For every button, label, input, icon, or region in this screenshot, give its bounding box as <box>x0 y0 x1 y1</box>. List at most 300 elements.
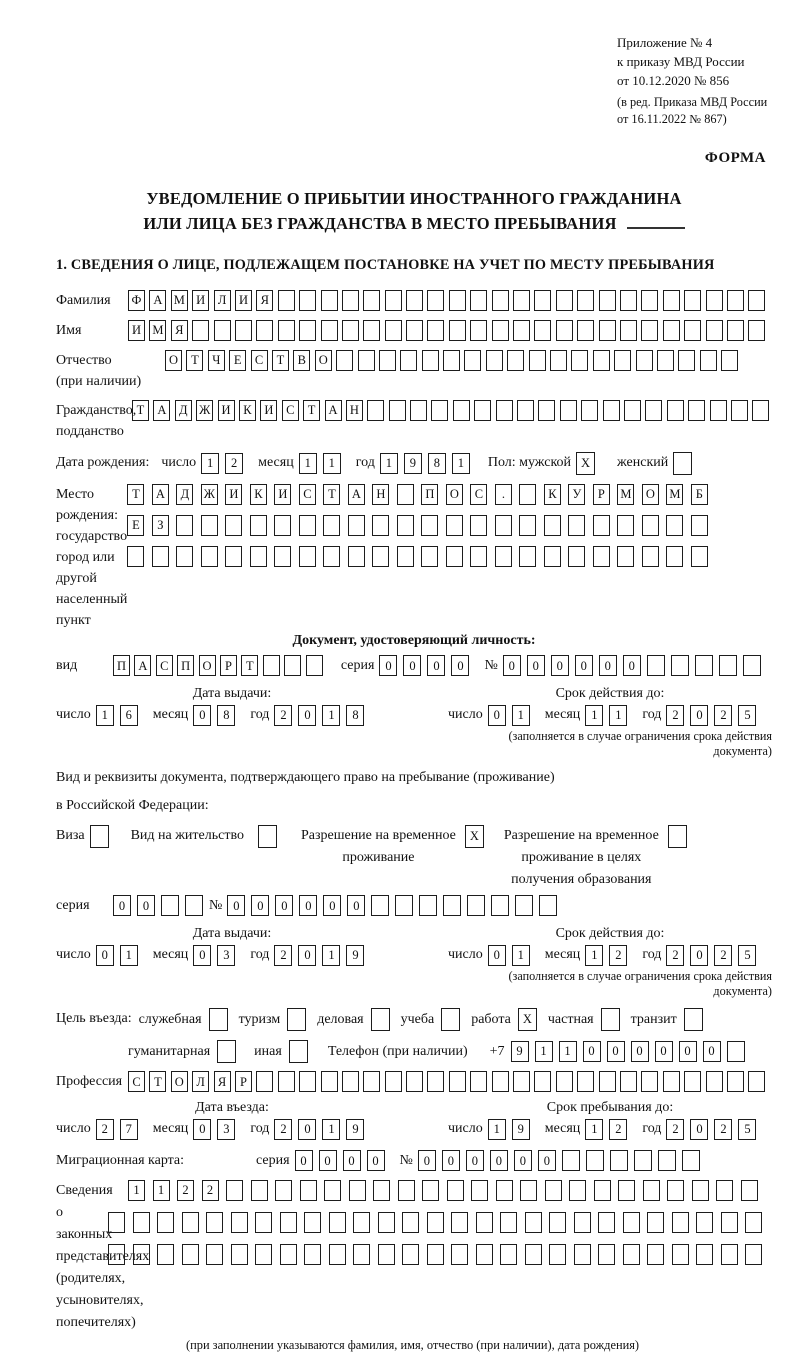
patronymic-cell[interactable] <box>336 350 353 371</box>
surname-cell[interactable] <box>363 290 380 311</box>
birth-place-cell[interactable] <box>519 546 536 567</box>
migration-number-cell[interactable] <box>682 1150 700 1171</box>
representative-cell[interactable] <box>618 1180 635 1201</box>
birth-place-cell[interactable] <box>446 515 463 536</box>
citizenship-cell[interactable] <box>645 400 662 421</box>
migration-number-cell[interactable] <box>658 1150 676 1171</box>
identity-issue-year-cell[interactable]: 8 <box>346 705 364 726</box>
birth-place-cell[interactable]: Р <box>593 484 610 505</box>
profession-cell[interactable] <box>470 1071 487 1092</box>
representative-cell[interactable] <box>427 1244 444 1265</box>
birth-place-cell[interactable] <box>299 515 316 536</box>
patronymic-cell[interactable] <box>443 350 460 371</box>
birth-year-cell[interactable]: 9 <box>404 453 422 474</box>
birth-year-cell[interactable]: 1 <box>452 453 470 474</box>
given-name-cell[interactable] <box>385 320 402 341</box>
phone-digit-cell[interactable]: 0 <box>583 1041 601 1062</box>
representative-cell[interactable] <box>422 1180 439 1201</box>
birth-place-cell[interactable]: С <box>299 484 316 505</box>
birth-place-cell[interactable]: Н <box>372 484 389 505</box>
birth-place-cell[interactable] <box>495 546 512 567</box>
patronymic-cell[interactable] <box>636 350 653 371</box>
migration-series-cell[interactable]: 0 <box>367 1150 385 1171</box>
profession-cell[interactable] <box>406 1071 423 1092</box>
identity-kind-cell[interactable]: П <box>113 655 130 676</box>
patronymic-cell[interactable] <box>721 350 738 371</box>
representative-cell[interactable] <box>329 1212 346 1233</box>
profession-cell[interactable] <box>620 1071 637 1092</box>
given-name-cell[interactable] <box>256 320 273 341</box>
representative-cell[interactable] <box>647 1244 664 1265</box>
representative-cell[interactable] <box>721 1212 738 1233</box>
given-name-cell[interactable] <box>363 320 380 341</box>
patronymic-cell[interactable] <box>464 350 481 371</box>
patronymic-cell[interactable] <box>550 350 567 371</box>
phone-digit-cell[interactable]: 0 <box>631 1041 649 1062</box>
residence-number-cell[interactable] <box>467 895 485 916</box>
phone-digit-cell[interactable]: 0 <box>703 1041 721 1062</box>
identity-expiry-month-cell[interactable]: 1 <box>609 705 627 726</box>
citizenship-cell[interactable]: Н <box>346 400 363 421</box>
patronymic-cell[interactable]: Т <box>186 350 203 371</box>
given-name-cell[interactable] <box>641 320 658 341</box>
birth-place-cell[interactable] <box>691 515 708 536</box>
representative-cell[interactable] <box>275 1180 292 1201</box>
representative-cell[interactable] <box>549 1244 566 1265</box>
profession-cell[interactable] <box>363 1071 380 1092</box>
phone-digit-cell[interactable]: 0 <box>679 1041 697 1062</box>
citizenship-cell[interactable] <box>389 400 406 421</box>
gender-female-cell[interactable] <box>673 452 692 475</box>
birth-place-cell[interactable]: У <box>568 484 585 505</box>
birth-place-cell[interactable]: И <box>225 484 242 505</box>
patronymic-cell[interactable]: О <box>315 350 332 371</box>
surname-cell[interactable] <box>599 290 616 311</box>
phone-digit-cell[interactable]: 0 <box>607 1041 625 1062</box>
birth-month-cell[interactable]: 1 <box>323 453 341 474</box>
residence-series-cell[interactable] <box>185 895 203 916</box>
birth-place-cell[interactable] <box>250 546 267 567</box>
identity-kind-cell[interactable] <box>306 655 323 676</box>
patronymic-cell[interactable] <box>400 350 417 371</box>
residence-series-cell[interactable]: 0 <box>137 895 155 916</box>
birth-place-cell[interactable] <box>446 546 463 567</box>
patronymic-cell[interactable] <box>678 350 695 371</box>
birth-place-cell[interactable] <box>666 515 683 536</box>
residence-number-cell[interactable] <box>395 895 413 916</box>
birth-place-cell[interactable] <box>421 515 438 536</box>
representative-cell[interactable] <box>451 1244 468 1265</box>
purpose-private-cell[interactable] <box>601 1008 620 1031</box>
given-name-cell[interactable] <box>748 320 765 341</box>
patronymic-cell[interactable]: С <box>251 350 268 371</box>
identity-number-cell[interactable] <box>647 655 665 676</box>
citizenship-cell[interactable] <box>517 400 534 421</box>
identity-issue-month-cell[interactable]: 8 <box>217 705 235 726</box>
surname-cell[interactable] <box>684 290 701 311</box>
birth-place-cell[interactable]: Т <box>323 484 340 505</box>
surname-cell[interactable]: И <box>235 290 252 311</box>
representative-cell[interactable] <box>373 1180 390 1201</box>
representative-cell[interactable] <box>108 1244 125 1265</box>
representative-cell[interactable] <box>451 1212 468 1233</box>
surname-cell[interactable] <box>299 290 316 311</box>
surname-cell[interactable]: Я <box>256 290 273 311</box>
patronymic-cell[interactable]: О <box>165 350 182 371</box>
citizenship-cell[interactable]: Т <box>303 400 320 421</box>
citizenship-cell[interactable] <box>367 400 384 421</box>
patronymic-cell[interactable]: Е <box>229 350 246 371</box>
given-name-cell[interactable] <box>299 320 316 341</box>
citizenship-cell[interactable]: И <box>218 400 235 421</box>
given-name-cell[interactable] <box>470 320 487 341</box>
entry-year-cell[interactable]: 0 <box>298 1119 316 1140</box>
citizenship-cell[interactable] <box>410 400 427 421</box>
given-name-cell[interactable] <box>706 320 723 341</box>
residence-number-cell[interactable] <box>515 895 533 916</box>
migration-number-cell[interactable]: 0 <box>442 1150 460 1171</box>
birth-place-cell[interactable]: К <box>544 484 561 505</box>
given-name-cell[interactable] <box>235 320 252 341</box>
residence-expiry-year-cell[interactable]: 0 <box>690 945 708 966</box>
phone-digit-cell[interactable] <box>727 1041 745 1062</box>
citizenship-cell[interactable]: А <box>153 400 170 421</box>
surname-cell[interactable] <box>513 290 530 311</box>
representative-cell[interactable] <box>623 1212 640 1233</box>
purpose-official-cell[interactable] <box>209 1008 228 1031</box>
birth-place-cell[interactable]: А <box>348 484 365 505</box>
patronymic-cell[interactable] <box>571 350 588 371</box>
identity-number-cell[interactable] <box>719 655 737 676</box>
representative-cell[interactable]: 1 <box>128 1180 145 1201</box>
given-name-cell[interactable] <box>599 320 616 341</box>
birth-place-cell[interactable] <box>176 515 193 536</box>
representative-cell[interactable] <box>251 1180 268 1201</box>
stay-year-cell[interactable]: 0 <box>690 1119 708 1140</box>
surname-cell[interactable]: Л <box>214 290 231 311</box>
entry-year-cell[interactable]: 2 <box>274 1119 292 1140</box>
given-name-cell[interactable] <box>406 320 423 341</box>
surname-cell[interactable] <box>534 290 551 311</box>
phone-digit-cell[interactable]: 1 <box>535 1041 553 1062</box>
visa-cell[interactable] <box>90 825 109 848</box>
purpose-work-cell[interactable]: X <box>518 1008 537 1031</box>
birth-place-cell[interactable] <box>470 546 487 567</box>
given-name-cell[interactable] <box>492 320 509 341</box>
birth-place-cell[interactable] <box>348 515 365 536</box>
birth-place-cell[interactable] <box>397 546 414 567</box>
representative-cell[interactable] <box>157 1244 174 1265</box>
migration-number-cell[interactable]: 0 <box>514 1150 532 1171</box>
phone-digit-cell[interactable]: 0 <box>655 1041 673 1062</box>
patronymic-cell[interactable] <box>486 350 503 371</box>
representative-cell[interactable] <box>594 1180 611 1201</box>
residence-expiry-year-cell[interactable]: 5 <box>738 945 756 966</box>
purpose-business-cell[interactable] <box>371 1008 390 1031</box>
birth-place-cell[interactable] <box>495 515 512 536</box>
given-name-cell[interactable] <box>214 320 231 341</box>
identity-series-cell[interactable]: 0 <box>379 655 397 676</box>
citizenship-cell[interactable] <box>731 400 748 421</box>
representative-cell[interactable]: 2 <box>202 1180 219 1201</box>
representative-cell[interactable] <box>574 1212 591 1233</box>
identity-kind-cell[interactable]: Р <box>220 655 237 676</box>
patronymic-cell[interactable] <box>593 350 610 371</box>
birth-place-cell[interactable] <box>593 546 610 567</box>
citizenship-cell[interactable]: И <box>260 400 277 421</box>
surname-cell[interactable] <box>577 290 594 311</box>
birth-place-cell[interactable] <box>201 515 218 536</box>
profession-cell[interactable] <box>577 1071 594 1092</box>
representative-cell[interactable] <box>324 1180 341 1201</box>
representative-cell[interactable] <box>745 1212 762 1233</box>
entry-month-cell[interactable]: 3 <box>217 1119 235 1140</box>
representative-cell[interactable] <box>300 1180 317 1201</box>
birth-place-cell[interactable] <box>250 515 267 536</box>
given-name-cell[interactable]: И <box>128 320 145 341</box>
surname-cell[interactable] <box>663 290 680 311</box>
representative-cell[interactable] <box>304 1212 321 1233</box>
representative-cell[interactable] <box>427 1212 444 1233</box>
birth-place-cell[interactable] <box>127 546 144 567</box>
purpose-study-cell[interactable] <box>441 1008 460 1031</box>
identity-expiry-year-cell[interactable]: 0 <box>690 705 708 726</box>
profession-cell[interactable] <box>663 1071 680 1092</box>
migration-series-cell[interactable]: 0 <box>295 1150 313 1171</box>
residence-issue-year-cell[interactable]: 9 <box>346 945 364 966</box>
representative-cell[interactable] <box>402 1212 419 1233</box>
representative-cell[interactable] <box>133 1244 150 1265</box>
birth-day-cell[interactable]: 1 <box>201 453 219 474</box>
representative-cell[interactable] <box>716 1180 733 1201</box>
residence-number-cell[interactable] <box>491 895 509 916</box>
citizenship-cell[interactable] <box>710 400 727 421</box>
profession-cell[interactable] <box>556 1071 573 1092</box>
citizenship-cell[interactable] <box>752 400 769 421</box>
identity-number-cell[interactable]: 0 <box>527 655 545 676</box>
residence-issue-month-cell[interactable]: 0 <box>193 945 211 966</box>
identity-expiry-day-cell[interactable]: 0 <box>488 705 506 726</box>
entry-year-cell[interactable]: 1 <box>322 1119 340 1140</box>
residence-number-cell[interactable]: 0 <box>347 895 365 916</box>
stay-year-cell[interactable]: 5 <box>738 1119 756 1140</box>
representative-cell[interactable] <box>647 1212 664 1233</box>
birth-place-cell[interactable] <box>544 515 561 536</box>
migration-number-cell[interactable]: 0 <box>490 1150 508 1171</box>
representative-cell[interactable] <box>476 1244 493 1265</box>
migration-number-cell[interactable] <box>634 1150 652 1171</box>
purpose-tourism-cell[interactable] <box>287 1008 306 1031</box>
birth-place-cell[interactable] <box>225 515 242 536</box>
entry-year-cell[interactable]: 9 <box>346 1119 364 1140</box>
representative-cell[interactable] <box>157 1212 174 1233</box>
representative-cell[interactable] <box>378 1244 395 1265</box>
profession-cell[interactable] <box>449 1071 466 1092</box>
stay-month-cell[interactable]: 1 <box>585 1119 603 1140</box>
residence-issue-day-cell[interactable]: 1 <box>120 945 138 966</box>
identity-kind-cell[interactable]: Т <box>241 655 258 676</box>
representative-cell[interactable] <box>574 1244 591 1265</box>
citizenship-cell[interactable] <box>624 400 641 421</box>
birth-month-cell[interactable]: 1 <box>299 453 317 474</box>
gender-male-cell[interactable]: X <box>576 452 595 475</box>
residence-issue-month-cell[interactable]: 3 <box>217 945 235 966</box>
representative-cell[interactable] <box>525 1212 542 1233</box>
citizenship-cell[interactable]: К <box>239 400 256 421</box>
migration-number-cell[interactable] <box>610 1150 628 1171</box>
representative-cell[interactable] <box>353 1212 370 1233</box>
birth-place-cell[interactable]: Б <box>691 484 708 505</box>
profession-cell[interactable] <box>684 1071 701 1092</box>
residence-number-cell[interactable] <box>419 895 437 916</box>
identity-expiry-year-cell[interactable]: 5 <box>738 705 756 726</box>
stay-year-cell[interactable]: 2 <box>666 1119 684 1140</box>
representative-cell[interactable] <box>471 1180 488 1201</box>
representative-cell[interactable] <box>226 1180 243 1201</box>
birth-place-cell[interactable]: И <box>274 484 291 505</box>
residence-number-cell[interactable]: 0 <box>275 895 293 916</box>
birth-place-cell[interactable]: К <box>250 484 267 505</box>
profession-cell[interactable]: О <box>171 1071 188 1092</box>
surname-cell[interactable] <box>449 290 466 311</box>
profession-cell[interactable] <box>342 1071 359 1092</box>
residence-issue-year-cell[interactable]: 1 <box>322 945 340 966</box>
profession-cell[interactable] <box>748 1071 765 1092</box>
representative-cell[interactable] <box>329 1244 346 1265</box>
residence-number-cell[interactable]: 0 <box>227 895 245 916</box>
representative-cell[interactable] <box>525 1244 542 1265</box>
residence-issue-year-cell[interactable]: 2 <box>274 945 292 966</box>
birth-place-cell[interactable] <box>323 546 340 567</box>
migration-number-cell[interactable] <box>586 1150 604 1171</box>
identity-number-cell[interactable]: 0 <box>503 655 521 676</box>
representative-cell[interactable]: 1 <box>153 1180 170 1201</box>
birth-place-cell[interactable]: Е <box>127 515 144 536</box>
purpose-other-cell[interactable] <box>289 1040 308 1063</box>
representative-cell[interactable] <box>133 1212 150 1233</box>
birth-place-cell[interactable] <box>617 515 634 536</box>
birth-place-cell[interactable] <box>617 546 634 567</box>
representative-cell[interactable]: 2 <box>177 1180 194 1201</box>
representative-cell[interactable] <box>623 1244 640 1265</box>
birth-place-cell[interactable] <box>544 546 561 567</box>
identity-expiry-year-cell[interactable]: 2 <box>714 705 732 726</box>
patronymic-cell[interactable] <box>422 350 439 371</box>
profession-cell[interactable] <box>513 1071 530 1092</box>
representative-cell[interactable] <box>108 1212 125 1233</box>
patronymic-cell[interactable] <box>507 350 524 371</box>
birth-place-cell[interactable] <box>176 546 193 567</box>
birth-place-cell[interactable]: . <box>495 484 512 505</box>
identity-issue-year-cell[interactable]: 2 <box>274 705 292 726</box>
migration-number-cell[interactable]: 0 <box>538 1150 556 1171</box>
profession-cell[interactable] <box>492 1071 509 1092</box>
residence-expiry-month-cell[interactable]: 1 <box>585 945 603 966</box>
citizenship-cell[interactable]: Т <box>132 400 149 421</box>
citizenship-cell[interactable]: Ж <box>196 400 213 421</box>
identity-expiry-year-cell[interactable]: 2 <box>666 705 684 726</box>
given-name-cell[interactable] <box>321 320 338 341</box>
birth-place-cell[interactable]: С <box>470 484 487 505</box>
birth-place-cell[interactable]: М <box>666 484 683 505</box>
birth-place-cell[interactable] <box>642 546 659 567</box>
citizenship-cell[interactable] <box>431 400 448 421</box>
identity-kind-cell[interactable] <box>284 655 301 676</box>
migration-series-cell[interactable]: 0 <box>319 1150 337 1171</box>
birth-place-cell[interactable]: О <box>642 484 659 505</box>
patronymic-cell[interactable] <box>358 350 375 371</box>
patronymic-cell[interactable]: В <box>293 350 310 371</box>
birth-place-cell[interactable] <box>348 546 365 567</box>
representative-cell[interactable] <box>353 1244 370 1265</box>
representative-cell[interactable] <box>745 1244 762 1265</box>
given-name-cell[interactable]: М <box>149 320 166 341</box>
identity-issue-month-cell[interactable]: 0 <box>193 705 211 726</box>
representative-cell[interactable] <box>569 1180 586 1201</box>
residence-series-cell[interactable] <box>161 895 179 916</box>
given-name-cell[interactable] <box>449 320 466 341</box>
surname-cell[interactable] <box>385 290 402 311</box>
patronymic-cell[interactable] <box>379 350 396 371</box>
profession-cell[interactable]: Я <box>214 1071 231 1092</box>
residence-number-cell[interactable]: 0 <box>299 895 317 916</box>
identity-issue-day-cell[interactable]: 1 <box>96 705 114 726</box>
surname-cell[interactable] <box>706 290 723 311</box>
representative-cell[interactable] <box>672 1212 689 1233</box>
given-name-cell[interactable] <box>342 320 359 341</box>
patronymic-cell[interactable]: Ч <box>208 350 225 371</box>
birth-place-cell[interactable]: Т <box>127 484 144 505</box>
phone-digit-cell[interactable]: 1 <box>559 1041 577 1062</box>
purpose-transit-cell[interactable] <box>684 1008 703 1031</box>
surname-cell[interactable] <box>641 290 658 311</box>
given-name-cell[interactable] <box>513 320 530 341</box>
identity-expiry-month-cell[interactable]: 1 <box>585 705 603 726</box>
profession-cell[interactable]: Т <box>149 1071 166 1092</box>
birth-place-cell[interactable] <box>397 484 414 505</box>
representative-cell[interactable] <box>500 1244 517 1265</box>
identity-kind-cell[interactable]: А <box>134 655 151 676</box>
representative-cell[interactable] <box>349 1180 366 1201</box>
representative-cell[interactable] <box>402 1244 419 1265</box>
residence-number-cell[interactable]: 0 <box>251 895 269 916</box>
identity-series-cell[interactable]: 0 <box>403 655 421 676</box>
surname-cell[interactable]: И <box>192 290 209 311</box>
representative-cell[interactable] <box>398 1180 415 1201</box>
residence-number-cell[interactable] <box>443 895 461 916</box>
profession-cell[interactable] <box>727 1071 744 1092</box>
identity-number-cell[interactable]: 0 <box>599 655 617 676</box>
representative-cell[interactable] <box>182 1212 199 1233</box>
identity-issue-year-cell[interactable]: 0 <box>298 705 316 726</box>
profession-cell[interactable] <box>599 1071 616 1092</box>
representative-cell[interactable] <box>545 1180 562 1201</box>
representative-cell[interactable] <box>741 1180 758 1201</box>
birth-place-cell[interactable] <box>470 515 487 536</box>
birth-place-cell[interactable] <box>323 515 340 536</box>
birth-place-cell[interactable] <box>397 515 414 536</box>
citizenship-cell[interactable]: С <box>282 400 299 421</box>
migration-number-cell[interactable]: 0 <box>418 1150 436 1171</box>
surname-cell[interactable] <box>620 290 637 311</box>
birth-year-cell[interactable]: 8 <box>428 453 446 474</box>
profession-cell[interactable] <box>278 1071 295 1092</box>
citizenship-cell[interactable] <box>496 400 513 421</box>
migration-series-cell[interactable]: 0 <box>343 1150 361 1171</box>
given-name-cell[interactable] <box>620 320 637 341</box>
representative-cell[interactable] <box>280 1244 297 1265</box>
stay-day-cell[interactable]: 1 <box>488 1119 506 1140</box>
